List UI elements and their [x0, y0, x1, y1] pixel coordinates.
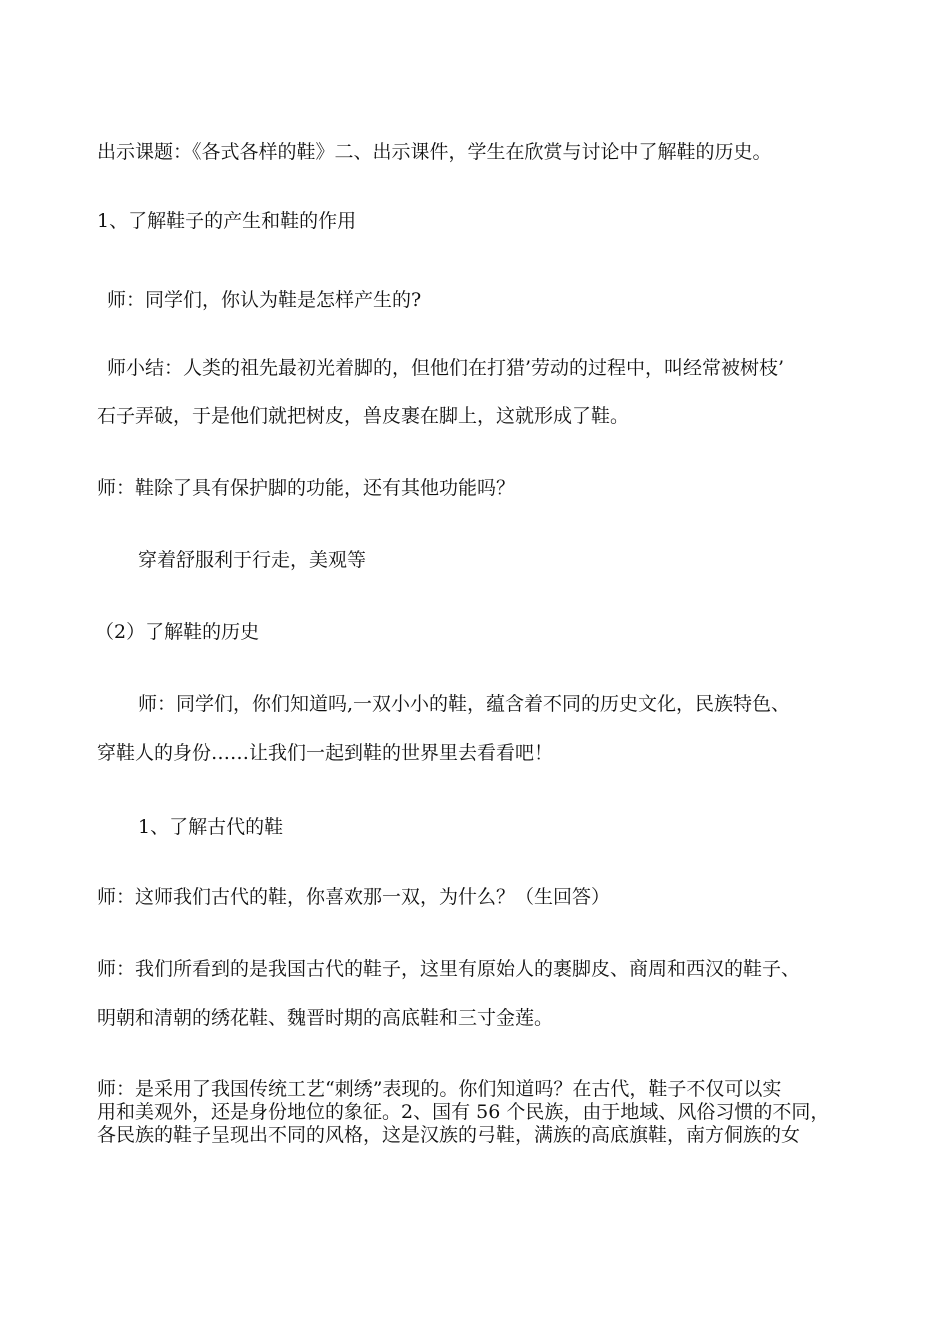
paragraph-teacher-summary-line2: 石子弄破，于是他们就把树皮，兽皮裹在脚上，这就形成了鞋。	[97, 405, 630, 427]
paragraph-teacher-question: 师：同学们，你认为鞋是怎样产生的?	[107, 289, 422, 311]
paragraph-function-answer: 穿着舒服利于行走，美观等	[138, 549, 367, 571]
paragraph-ancient-description-line2: 明朝和清朝的绣花鞋、魏晋时期的高底鞋和三寸金莲。	[97, 1007, 554, 1029]
paragraph-history-intro-line2: 穿鞋人的身份……让我们一起到鞋的世界里去看看吧！	[97, 742, 554, 764]
paragraph-ancient-description-line1: 师：我们所看到的是我国古代的鞋子，这里有原始人的裹脚皮、商周和西汉的鞋子、	[97, 958, 801, 980]
paragraph-ancient-question: 师：这师我们古代的鞋，你喜欢那一双，为什么？（生回答）	[97, 886, 611, 908]
paragraph-history-intro-line1: 师：同学们，你们知道吗,一双小小的鞋，蕴含着不同的历史文化，民族特色、	[138, 693, 791, 715]
paragraph-embroidery-line2: 用和美观外，还是身份地位的象征。2、国有 56 个民族，由于地域、风俗习惯的不同，	[97, 1101, 830, 1123]
heading-shoe-history: （2）了解鞋的历史	[95, 621, 260, 643]
heading-ancient-shoes: 1、了解古代的鞋	[138, 816, 284, 838]
heading-shoe-origin: 1、了解鞋子的产生和鞋的作用	[97, 210, 357, 232]
paragraph-embroidery-line3: 各民族的鞋子呈现出不同的风格，这是汉族的弓鞋，满族的高底旗鞋，南方侗族的女	[97, 1124, 801, 1146]
paragraph-function-question: 师：鞋除了具有保护脚的功能，还有其他功能吗？	[97, 477, 516, 499]
paragraph-teacher-summary-line1: 师小结：人类的祖先最初光着脚的，但他们在打猎’劳动的过程中，叫经常被树枝’	[107, 357, 785, 379]
paragraph-embroidery-line1: 师：是采用了我国传统工艺“刺绣”表现的。你们知道吗？在古代，鞋子不仅可以实	[97, 1078, 782, 1100]
paragraph-topic: 出示课题：《各式各样的鞋》二、出示课件，学生在欣赏与讨论中了解鞋的历史。	[97, 141, 772, 163]
